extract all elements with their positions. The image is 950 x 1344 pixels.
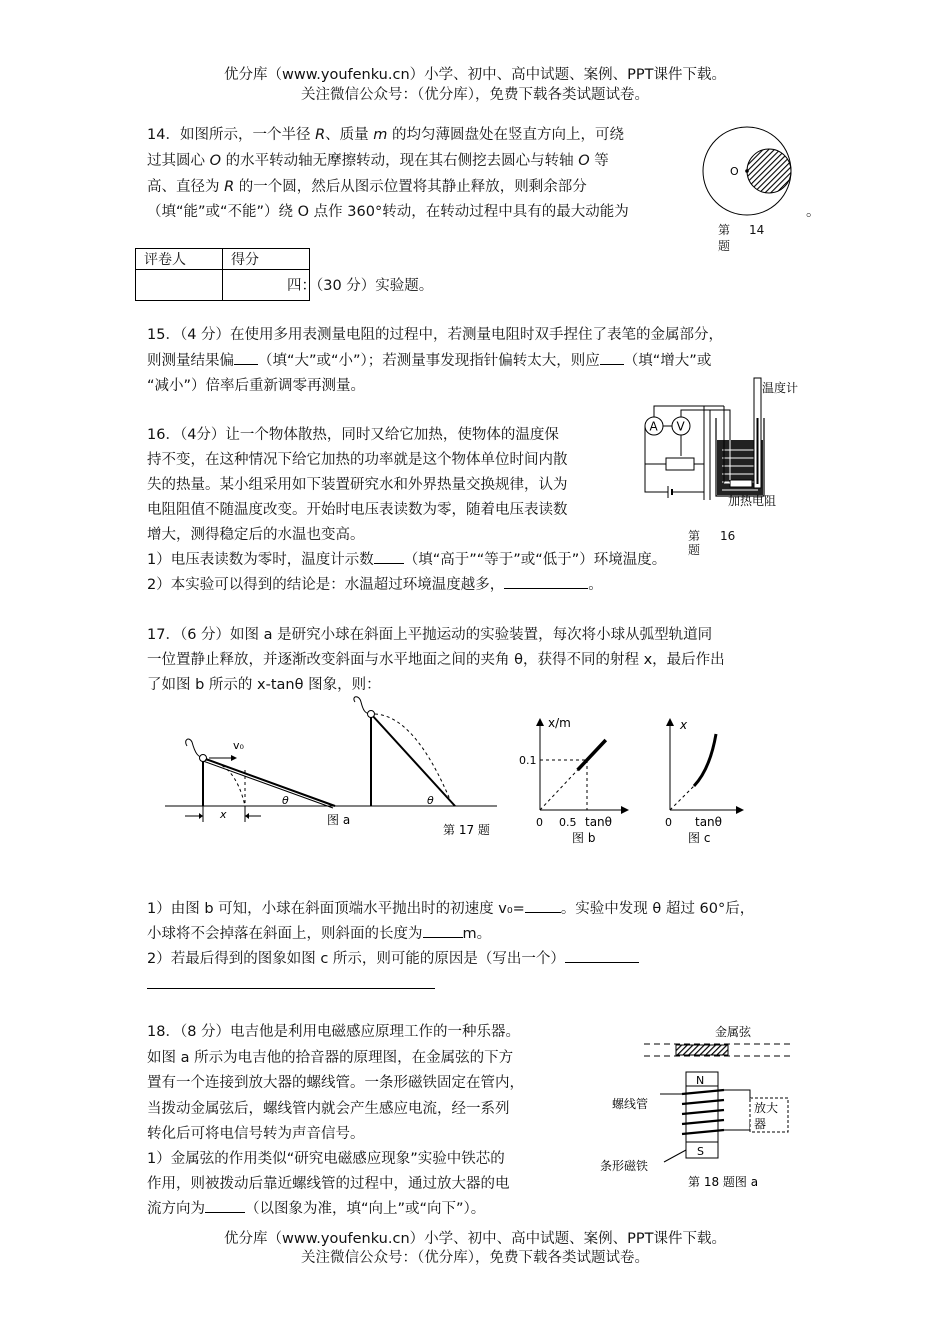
q15-line-3: “减小”）倍率后重新调零再测量。 — [147, 378, 366, 394]
voltmeter-label: V — [676, 419, 685, 434]
q17-line-2: 一位置静止释放，并逐渐改变斜面与水平地面之间的夹角 θ，获得不同的射程 x，最后作出 — [147, 652, 725, 668]
q17-line-3: 了如图 b 所示的 x-tanθ 图象，则： — [147, 677, 381, 693]
string-label: 金属弦 — [715, 1025, 752, 1039]
coil-label: 螺线管 — [612, 1097, 649, 1111]
q17-sub-1-cont: 小球将不会掉落在斜面上，则斜面的长度为 m。 — [147, 926, 492, 942]
heating-resistor-icon — [730, 480, 752, 487]
magnet-n-label: N — [696, 1074, 705, 1087]
header-line-2: 关注微信公众号：（优分库），免费下载各类试题试卷。 — [301, 87, 649, 103]
q18-line-5: 转化后可将电信号转为声音信号。 — [147, 1126, 365, 1142]
q16-answer-blank-1[interactable] — [374, 563, 404, 564]
rheostat-icon — [666, 458, 694, 470]
q14-line-2: 过其圆心 O 的水平转动轴无摩擦转动，现在其右侧挖去圆心与转轴 O 等 — [147, 153, 609, 169]
x-label: x — [220, 808, 227, 821]
q17-sub-1: 1）由图 b 可知，小球在斜面顶端水平抛出时的初速度 v₀= 。实验中发现 θ 超过 60°后， — [147, 901, 755, 917]
q15-line-1: 15．（4 分）在使用多用表测量电阻的过程中，若测量电阻时双手捏住了表笔的金属部分， — [147, 327, 724, 343]
v0-label: v₀ — [233, 739, 244, 752]
theta-label-2: θ — [427, 794, 434, 807]
fig-c-xlabel: tanθ — [695, 815, 723, 829]
score-table-grader-cell[interactable] — [136, 270, 223, 301]
q18-answer-blank[interactable] — [205, 1212, 245, 1213]
q17-figure-c — [660, 714, 750, 864]
ball-2 — [368, 711, 375, 718]
incline-2 — [371, 714, 455, 806]
magnet-s-label: S — [697, 1145, 704, 1158]
q16-line-2: 持不变，在这种情况下给它加热的功率就是这个物体单位时间内散 — [147, 452, 568, 468]
figure-a-label: 图 a — [327, 813, 351, 827]
incline-1 — [203, 758, 335, 806]
q18-line-4: 当拨动金属弦后，螺线管内就会产生感应电流，经一系列 — [147, 1101, 510, 1117]
q16-answer-blank-2[interactable] — [504, 588, 588, 589]
q17-sub-2: 2）若最后得到的图象如图 c 所示，则可能的原因是（写出一个） — [147, 952, 639, 967]
theta-label-1: θ — [282, 794, 289, 807]
metal-string-icon — [676, 1045, 728, 1055]
q16-caption-a: 第 — [688, 529, 701, 543]
q16-line-3: 失的热量。某小组采用如下装置研究水和外界热量交换规律，认为 — [147, 477, 568, 493]
score-table-header-score: 得分 — [223, 249, 310, 270]
magnet-label: 条形磁铁 — [600, 1159, 649, 1173]
q18-line-2: 如图 a 所示为电吉他的拾音器的原理图，在金属弦的下方 — [147, 1050, 514, 1066]
fig-c-dashed-line — [670, 786, 694, 810]
q16-line-4: 电阻阻值不随温度改变。开始时电压表读数为零，随着电压表读数 — [147, 502, 568, 518]
fig-c-title: 图 c — [688, 831, 711, 845]
q17-answer-line[interactable] — [147, 988, 435, 989]
q17-line-1: 17．（6 分）如图 a 是研究小球在斜面上平抛运动的实验装置，每次将小球从弧型轨道同 — [147, 627, 713, 643]
amplifier-label-2: 器 — [754, 1117, 767, 1131]
q18-sub-1-line-1: 1）金属弦的作用类似“研究电磁感应现象”实验中铁芯的 — [147, 1151, 505, 1167]
q18-line-3: 置有一个连接到放大器的螺线管。一条形磁铁固定在管内， — [147, 1075, 524, 1091]
thermometer-label: 温度计 — [762, 381, 799, 395]
fig-b-series-extrapolated — [540, 770, 578, 810]
q14-caption-b: 14 — [749, 223, 765, 237]
fig-b-y-tick-0.1: 0.1 — [519, 754, 537, 767]
fig-b-title: 图 b — [572, 831, 596, 845]
q17-answer-blank-2[interactable] — [423, 937, 463, 938]
q14-pivot — [745, 169, 749, 173]
q17-answer-blank-3[interactable] — [565, 962, 639, 963]
q14-caption-c: 题 — [718, 239, 731, 253]
footer-line-1: 优分库（www.youfenku.cn）小学、初中、高中试题、案例、PPT课件下载。 — [224, 1231, 726, 1247]
q18-pickup-figure — [600, 1024, 800, 1194]
q16-sub-2: 2）本实验可以得到的结论是：水温超过环境温度越多， 。 — [147, 577, 603, 593]
fig-b-ylabel: x/m — [548, 716, 571, 730]
fig-b-xlabel: tanθ — [585, 815, 613, 829]
q16-sub-1: 1）电压表读数为零时，温度计示数 （填“高于”“等于”或“低于”）环境温度。 — [147, 552, 667, 568]
ammeter-label: A — [649, 419, 658, 434]
q14-disk-figure — [702, 125, 802, 225]
q16-caption-b: 16 — [720, 529, 736, 543]
q16-circuit-figure — [640, 378, 820, 548]
fig-c-ylabel: x — [680, 718, 688, 732]
header-line-1: 优分库（www.youfenku.cn）小学、初中、高中试题、案例、PPT课件下载。 — [224, 67, 726, 83]
q18-line-1: 18．（8 分）电吉他是利用电磁感应原理工作的一种乐器。 — [147, 1024, 521, 1040]
q14-line-1: 14．如图所示，一个半径 R、质量 m 的均匀薄圆盘处在竖直方向上，可绕 — [147, 127, 624, 143]
fig-b-series-measured — [578, 740, 606, 770]
q16-caption-c: 题 — [688, 543, 701, 557]
q14-line-4: （填“能”或“不能”）绕 O 点作 360°转动，在转动过程中具有的最大动能为 — [147, 204, 629, 220]
q14-caption-a: 第 — [718, 223, 731, 237]
section-4-title: 四：（30 分）实验题。 — [287, 278, 434, 294]
fig-c-x-tick-0: 0 — [665, 816, 672, 829]
q14-cutout — [747, 149, 791, 193]
q14-end: 。 — [806, 204, 821, 220]
fig-c-curve — [694, 734, 716, 786]
q17-figure-a — [165, 698, 505, 848]
q15-answer-blank-1[interactable] — [234, 364, 258, 365]
heating-resistor-label: 加热电阻 — [728, 494, 777, 508]
q18-sub-1-line-2: 作用，则被拨动后靠近螺线管的过程中，通过放大器的电 — [147, 1176, 510, 1192]
q16-line-1: 16．（4分）让一个物体散热，同时又给它加热，使物体的温度保 — [147, 427, 559, 443]
q15-line-2: 则测量结果偏 （填“大”或“小”）；若测量事发现指针偏转太大，则应 （填“增大”或 — [147, 353, 712, 369]
q17-answer-blank-1[interactable] — [525, 912, 561, 913]
q15-answer-blank-2[interactable] — [600, 364, 624, 365]
q14-o-label: O — [730, 165, 739, 178]
footer-line-2: 关注微信公众号：（优分库），免费下载各类试题试卷。 — [301, 1250, 649, 1266]
score-table — [135, 248, 310, 301]
score-table-header-grader: 评卷人 — [136, 249, 223, 270]
q18-caption: 第 18 题图 a — [688, 1175, 759, 1189]
q18-sub-1-line-3: 流方向为 （以图象为准，填“向上”或“向下”）。 — [147, 1201, 486, 1217]
q17-caption: 第 17 题 — [443, 823, 490, 837]
q14-line-3: 高、直径为 R 的一个圆，然后从图示位置将其静止释放，则剩余部分 — [147, 179, 587, 195]
q16-line-5: 增大，测得稳定后的水温也变高。 — [147, 527, 365, 543]
amplifier-label-1: 放大 — [754, 1101, 779, 1115]
fig-b-x-tick-0.5: 0.5 — [559, 816, 577, 829]
fig-b-x-tick-0: 0 — [536, 816, 543, 829]
q17-figure-b — [515, 714, 635, 864]
